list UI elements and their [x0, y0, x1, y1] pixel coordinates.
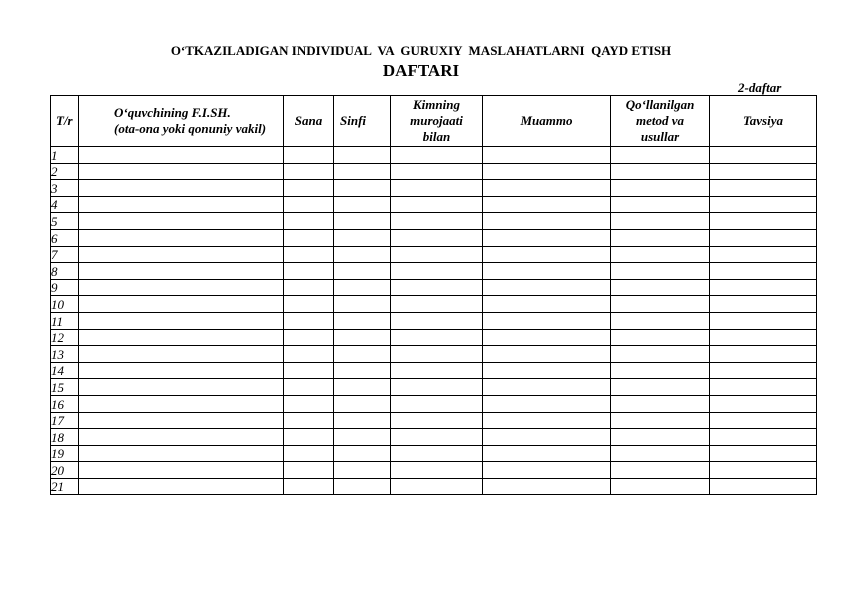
row-number[interactable]: 21	[51, 478, 79, 495]
table-row	[51, 246, 817, 263]
table-cell[interactable]	[334, 163, 391, 180]
table-cell[interactable]	[334, 196, 391, 213]
table-cell[interactable]	[710, 329, 817, 346]
table-cell[interactable]	[334, 263, 391, 280]
table-cell[interactable]	[483, 196, 611, 213]
table-row	[51, 462, 817, 479]
table-cell[interactable]	[391, 296, 483, 313]
table-cell[interactable]	[611, 445, 710, 462]
table-cell[interactable]	[391, 196, 483, 213]
table-row	[51, 229, 817, 246]
table-row	[51, 429, 817, 446]
table-cell[interactable]	[611, 296, 710, 313]
table-row	[51, 329, 817, 346]
table-cell[interactable]	[611, 196, 710, 213]
document-subtitle: DAFTARI	[382, 61, 460, 80]
column-header-date: Sana	[284, 96, 334, 147]
table-cell[interactable]	[284, 346, 334, 363]
document-title: O‘TKAZILADIGAN INDIVIDUAL VA GURUXIY MASLAHATLARNI QAYD ETISH	[170, 43, 672, 58]
table-cell[interactable]	[391, 213, 483, 230]
column-header-problem: Muammo	[483, 96, 611, 147]
table-cell[interactable]	[334, 296, 391, 313]
table-cell[interactable]	[611, 312, 710, 329]
table-cell[interactable]	[710, 478, 817, 495]
table-cell[interactable]	[611, 246, 710, 263]
table-cell[interactable]	[483, 147, 611, 164]
table-cell[interactable]	[284, 445, 334, 462]
table-row	[51, 296, 817, 313]
table-cell[interactable]	[483, 329, 611, 346]
table-cell[interactable]	[611, 213, 710, 230]
column-header-class: Sinfi	[334, 96, 391, 147]
table-cell[interactable]	[284, 312, 334, 329]
table-cell[interactable]	[611, 478, 710, 495]
table-cell[interactable]	[483, 296, 611, 313]
table-cell[interactable]	[611, 263, 710, 280]
table-cell[interactable]	[710, 246, 817, 263]
table-cell[interactable]	[391, 147, 483, 164]
table-cell[interactable]	[611, 379, 710, 396]
table-cell[interactable]	[334, 180, 391, 197]
table-cell[interactable]	[710, 196, 817, 213]
table-row	[51, 279, 817, 296]
row-number[interactable]: 7	[51, 246, 79, 263]
table-cell[interactable]	[391, 312, 483, 329]
table-cell[interactable]	[483, 379, 611, 396]
table-cell[interactable]	[483, 445, 611, 462]
table-cell[interactable]	[391, 462, 483, 479]
table-cell[interactable]	[391, 246, 483, 263]
table-cell[interactable]	[79, 296, 284, 313]
table-row	[51, 445, 817, 462]
table-cell[interactable]	[334, 329, 391, 346]
table-cell[interactable]	[334, 279, 391, 296]
table-cell[interactable]	[710, 263, 817, 280]
table-cell[interactable]	[611, 346, 710, 363]
table-cell[interactable]	[710, 229, 817, 246]
table-cell[interactable]	[79, 180, 284, 197]
table-cell[interactable]	[334, 445, 391, 462]
table-cell[interactable]	[79, 229, 284, 246]
table-cell[interactable]	[611, 462, 710, 479]
table-cell[interactable]	[284, 462, 334, 479]
table-cell[interactable]	[483, 229, 611, 246]
table-row	[51, 163, 817, 180]
column-header-request-from: Kimning murojaati bilan	[391, 96, 483, 147]
row-number[interactable]: 14	[51, 362, 79, 379]
table-cell[interactable]	[710, 395, 817, 412]
table-cell[interactable]	[334, 379, 391, 396]
table-cell[interactable]	[79, 196, 284, 213]
row-number[interactable]: 11	[51, 312, 79, 329]
table-cell[interactable]	[79, 163, 284, 180]
column-header-methods: Qo‘llanilgan metod va usullar	[611, 96, 710, 147]
table-cell[interactable]	[611, 362, 710, 379]
table-cell[interactable]	[710, 312, 817, 329]
document-number: 2-daftar	[738, 80, 782, 95]
table-cell[interactable]	[334, 395, 391, 412]
table-cell[interactable]	[483, 412, 611, 429]
table-cell[interactable]	[391, 346, 483, 363]
table-cell[interactable]	[284, 379, 334, 396]
row-number[interactable]: 19	[51, 445, 79, 462]
consultation-log-table	[50, 95, 817, 495]
table-cell[interactable]	[334, 213, 391, 230]
table-cell[interactable]	[611, 147, 710, 164]
table-cell[interactable]	[79, 263, 284, 280]
table-cell[interactable]	[284, 196, 334, 213]
table-cell[interactable]	[284, 279, 334, 296]
table-cell[interactable]	[611, 329, 710, 346]
table-cell[interactable]	[284, 213, 334, 230]
table-cell[interactable]	[611, 279, 710, 296]
table-cell[interactable]	[483, 429, 611, 446]
table-cell[interactable]	[391, 180, 483, 197]
row-number[interactable]: 16	[51, 395, 79, 412]
table-cell[interactable]	[334, 229, 391, 246]
table-cell[interactable]	[391, 362, 483, 379]
table-cell[interactable]	[334, 312, 391, 329]
table-cell[interactable]	[483, 246, 611, 263]
row-number[interactable]: 6	[51, 229, 79, 246]
table-cell[interactable]	[79, 395, 284, 412]
table-cell[interactable]	[391, 163, 483, 180]
table-cell[interactable]	[79, 329, 284, 346]
table-cell[interactable]	[79, 147, 284, 164]
table-cell[interactable]	[79, 462, 284, 479]
row-number[interactable]: 13	[51, 346, 79, 363]
table-cell[interactable]	[334, 478, 391, 495]
table-cell[interactable]	[483, 395, 611, 412]
table-cell[interactable]	[710, 180, 817, 197]
table-cell[interactable]	[611, 395, 710, 412]
table-row	[51, 395, 817, 412]
row-number[interactable]: 18	[51, 429, 79, 446]
table-cell[interactable]	[710, 379, 817, 396]
table-row	[51, 412, 817, 429]
table-cell[interactable]	[483, 279, 611, 296]
table-cell[interactable]	[284, 478, 334, 495]
table-row	[51, 196, 817, 213]
table-cell[interactable]	[334, 362, 391, 379]
table-cell[interactable]	[391, 379, 483, 396]
table-cell[interactable]	[284, 412, 334, 429]
row-number[interactable]: 12	[51, 329, 79, 346]
table-cell[interactable]	[334, 346, 391, 363]
table-cell[interactable]	[391, 279, 483, 296]
table-cell[interactable]	[710, 346, 817, 363]
table-row	[51, 346, 817, 363]
table-cell[interactable]	[710, 445, 817, 462]
table-cell[interactable]	[79, 362, 284, 379]
row-number[interactable]: 8	[51, 263, 79, 280]
table-cell[interactable]	[483, 346, 611, 363]
table-cell[interactable]	[334, 462, 391, 479]
table-cell[interactable]	[284, 296, 334, 313]
table-cell[interactable]	[391, 229, 483, 246]
row-number[interactable]: 9	[51, 279, 79, 296]
table-cell[interactable]	[334, 147, 391, 164]
table-cell[interactable]	[483, 263, 611, 280]
table-cell[interactable]	[391, 395, 483, 412]
column-header-number: T/r	[51, 96, 79, 147]
table-cell[interactable]	[284, 429, 334, 446]
table-cell[interactable]	[79, 346, 284, 363]
row-number[interactable]: 17	[51, 412, 79, 429]
table-cell[interactable]	[483, 362, 611, 379]
table-cell[interactable]	[483, 462, 611, 479]
table-cell[interactable]	[79, 246, 284, 263]
table-row	[51, 147, 817, 164]
table-cell[interactable]	[334, 246, 391, 263]
table-cell[interactable]	[391, 445, 483, 462]
table-cell[interactable]	[334, 412, 391, 429]
table-cell[interactable]	[284, 246, 334, 263]
table-row	[51, 312, 817, 329]
table-cell[interactable]	[611, 229, 710, 246]
table-cell[interactable]	[710, 462, 817, 479]
table-cell[interactable]	[284, 329, 334, 346]
table-cell[interactable]	[284, 263, 334, 280]
row-number[interactable]: 5	[51, 213, 79, 230]
table-row	[51, 379, 817, 396]
table-cell[interactable]	[391, 263, 483, 280]
table-cell[interactable]	[391, 329, 483, 346]
table-cell[interactable]	[710, 147, 817, 164]
row-number[interactable]: 1	[51, 147, 79, 164]
table-cell[interactable]	[483, 163, 611, 180]
table-cell[interactable]	[79, 412, 284, 429]
table-cell[interactable]	[483, 312, 611, 329]
table-cell[interactable]	[284, 163, 334, 180]
table-cell[interactable]	[710, 213, 817, 230]
table-cell[interactable]	[483, 213, 611, 230]
table-cell[interactable]	[611, 412, 710, 429]
table-cell[interactable]	[710, 163, 817, 180]
row-number[interactable]: 4	[51, 196, 79, 213]
table-cell[interactable]	[710, 362, 817, 379]
table-row	[51, 180, 817, 197]
row-number[interactable]: 15	[51, 379, 79, 396]
table-cell[interactable]	[79, 445, 284, 462]
table-row	[51, 362, 817, 379]
table-row	[51, 478, 817, 495]
table-header-row	[51, 96, 817, 147]
table-cell[interactable]	[611, 429, 710, 446]
table-cell[interactable]	[284, 362, 334, 379]
table-cell[interactable]	[284, 229, 334, 246]
table-cell[interactable]	[79, 478, 284, 495]
table-cell[interactable]	[79, 312, 284, 329]
table-cell[interactable]	[391, 478, 483, 495]
table-cell[interactable]	[710, 429, 817, 446]
row-number[interactable]: 10	[51, 296, 79, 313]
table-row	[51, 263, 817, 280]
table-cell[interactable]	[334, 429, 391, 446]
table-cell[interactable]	[391, 412, 483, 429]
table-cell[interactable]	[79, 429, 284, 446]
row-number[interactable]: 20	[51, 462, 79, 479]
table-cell[interactable]	[391, 429, 483, 446]
table-cell[interactable]	[79, 379, 284, 396]
column-header-student-name: O‘quvchining F.I.SH. (ota-ona yoki qonuniy vakil)	[79, 96, 284, 147]
table-cell[interactable]	[284, 395, 334, 412]
column-header-recommendation: Tavsiya	[710, 96, 817, 147]
table-cell[interactable]	[710, 279, 817, 296]
table-cell[interactable]	[483, 180, 611, 197]
table-row	[51, 213, 817, 230]
table-cell[interactable]	[710, 412, 817, 429]
table-cell[interactable]	[710, 296, 817, 313]
table-cell[interactable]	[284, 147, 334, 164]
row-number[interactable]: 3	[51, 180, 79, 197]
table-cell[interactable]	[284, 180, 334, 197]
row-number[interactable]: 2	[51, 163, 79, 180]
table-cell[interactable]	[483, 478, 611, 495]
table-cell[interactable]	[79, 213, 284, 230]
table-cell[interactable]	[79, 279, 284, 296]
table-cell[interactable]	[611, 180, 710, 197]
table-cell[interactable]	[611, 163, 710, 180]
